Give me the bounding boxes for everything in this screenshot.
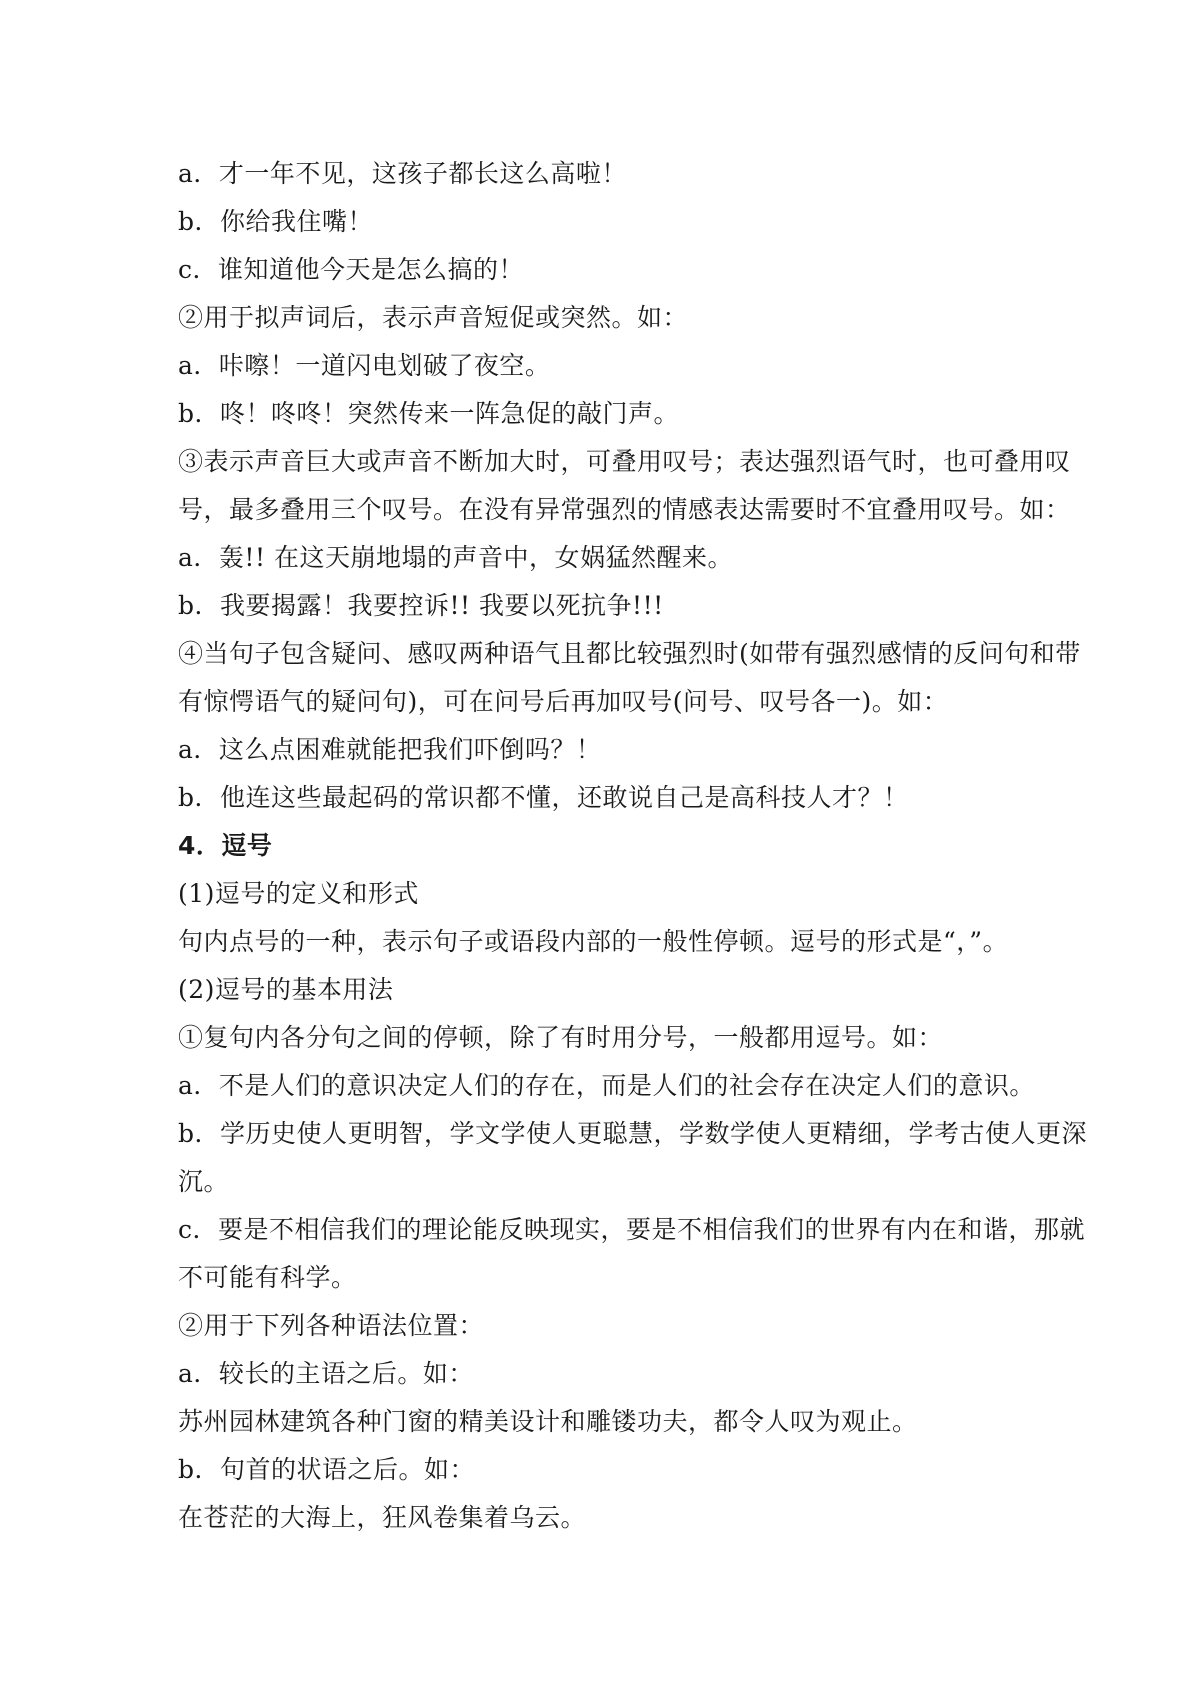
- example-line: b．我要揭露！我要控诉!! 我要以死抗争!!!: [178, 591, 664, 620]
- example-line: 沉。: [178, 1167, 230, 1196]
- example-line: c．要是不相信我们的理论能反映现实，要是不相信我们的世界有内在和谐，那就: [178, 1215, 1086, 1244]
- example-line: a．轰!! 在这天崩地塌的声音中，女娲猛然醒来。: [178, 543, 733, 572]
- example-line: b．学历史使人更明智，学文学使人更聪慧，学数学使人更精细，学考古使人更深: [178, 1119, 1088, 1148]
- rule-line: 号，最多叠用三个叹号。在没有异常强烈的情感表达需要时不宜叠用叹号。如：: [178, 495, 1071, 524]
- subsection-heading: (1)逗号的定义和形式: [178, 879, 419, 908]
- rule-line: ③表示声音巨大或声音不断加大时，可叠用叹号；表达强烈语气时，也可叠用叹: [178, 447, 1071, 476]
- example-line: b．句首的状语之后。如：: [178, 1455, 476, 1484]
- example-line: 在苍茫的大海上，狂风卷集着乌云。: [178, 1503, 587, 1532]
- document-page: [178, 150, 1088, 1542]
- rule-line: ④当句子包含疑问、感叹两种语气且都比较强烈时(如带有强烈感情的反问句和带: [178, 639, 1081, 668]
- example-line: b．他连这些最起码的常识都不懂，还敢说自己是高科技人才？！: [178, 783, 909, 812]
- example-line: c．谁知道他今天是怎么搞的！: [178, 255, 525, 284]
- example-line: 不可能有科学。: [178, 1263, 357, 1292]
- example-line: a．咔嚓！一道闪电划破了夜空。: [178, 351, 551, 380]
- example-line: 苏州园林建筑各种门窗的精美设计和雕镂功夫，都令人叹为观止。: [178, 1407, 918, 1436]
- definition-line: 句内点号的一种，表示句子或语段内部的一般性停顿。逗号的形式是“，”。: [178, 927, 1009, 956]
- subsection-heading: (2)逗号的基本用法: [178, 975, 394, 1004]
- example-line: a．不是人们的意识决定人们的存在，而是人们的社会存在决定人们的意识。: [178, 1071, 1035, 1100]
- rule-line: ②用于下列各种语法位置：: [178, 1311, 485, 1340]
- rule-line: ②用于拟声词后，表示声音短促或突然。如：: [178, 303, 689, 332]
- rule-line: 有惊愕语气的疑问句)，可在问号后再加叹号(问号、叹号各一)。如：: [178, 687, 949, 716]
- example-line: b．咚！咚咚！突然传来一阵急促的敲门声。: [178, 399, 680, 428]
- example-line: a．较长的主语之后。如：: [178, 1359, 474, 1388]
- example-line: a．这么点困难就能把我们吓倒吗？！: [178, 735, 602, 764]
- example-line: b．你给我住嘴！: [178, 207, 374, 236]
- section-heading: 4．逗号: [178, 831, 273, 860]
- example-line: a．才一年不见，这孩子都长这么高啦！: [178, 159, 627, 188]
- rule-line: ①复句内各分句之间的停顿，除了有时用分号，一般都用逗号。如：: [178, 1023, 944, 1052]
